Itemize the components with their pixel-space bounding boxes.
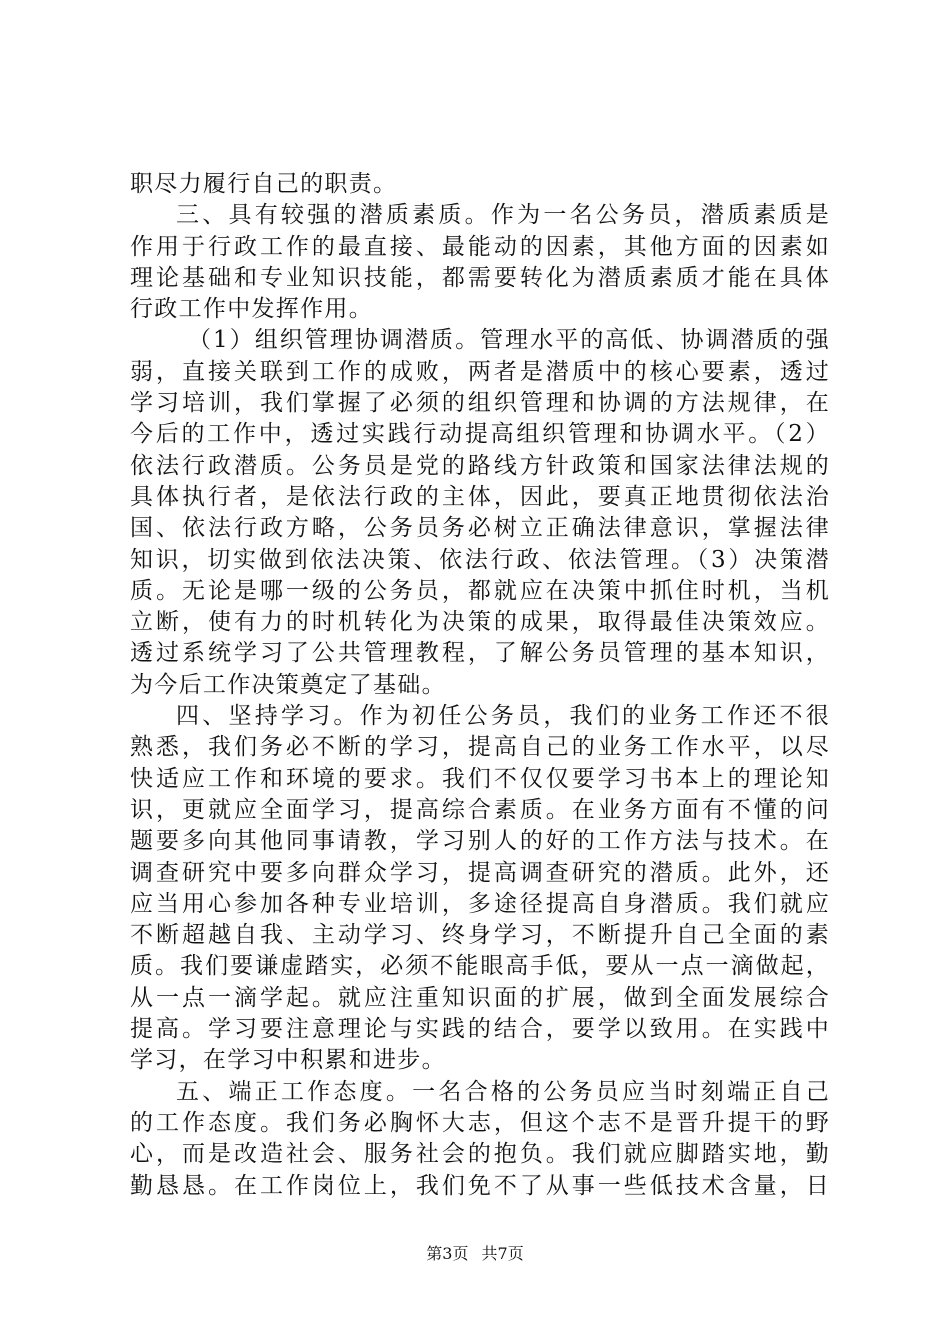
page-total: 共7页 (481, 1244, 524, 1263)
text-line: 职尽力履行自己的职责。 (130, 171, 398, 197)
text-line: 应当用心参加各种专业培训，多途径提高自身潜质。我们就应 (130, 890, 830, 917)
text-line: 为今后工作决策奠定了基础。 (130, 671, 446, 698)
text-line: 熟悉，我们务必不断的学习，提高自己的业务工作水平，以尽 (130, 734, 830, 761)
text-line: 质。无论是哪一级的公务员，都就应在决策中抓住时机，当机 (130, 577, 830, 604)
text-line: 国、依法行政方略，公务员务必树立正确法律意识，掌握法律 (130, 515, 830, 542)
text-line: 学习，在学习中积累和进步。 (130, 1047, 446, 1074)
text-line: 具体执行者，是依法行政的主体，因此，要真正地贯彻依法治 (130, 483, 830, 510)
text-line: 勤恳恳。在工作岗位上，我们免不了从事一些低技术含量，日 (130, 1172, 830, 1199)
text-line: 弱，直接关联到工作的成败，两者是潜质中的核心要素，透过 (130, 358, 830, 385)
text-line: 快适应工作和环境的要求。我们不仅仅要学习书本上的理论知 (130, 765, 830, 792)
text-line: 从一点一滴学起。就应注重知识面的扩展，做到全面发展综合 (130, 984, 830, 1011)
text-line: 今后的工作中，透过实践行动提高组织管理和协调水平。（2） (130, 421, 830, 448)
text-line: 行政工作中发挥作用。 (130, 296, 373, 323)
page-footer (0, 1244, 950, 1264)
text-line: 不断超越自我、主动学习、终身学习，不断提升自己全面的素 (130, 922, 830, 949)
body-text (130, 169, 830, 1202)
text-line: 五、端正工作态度。一名合格的公务员应当时刻端正自己 (176, 1078, 830, 1105)
text-line: 三、具有较强的潜质素质。作为一名公务员，潜质素质是 (176, 202, 830, 229)
text-line: 知识，切实做到依法决策、依法行政、依法管理。（3）决策潜 (130, 546, 830, 573)
text-line: 提高。学习要注意理论与实践的结合，要学以致用。在实践中 (130, 1016, 830, 1043)
text-line: 作用于行政工作的最直接、最能动的因素，其他方面的因素如 (130, 233, 830, 260)
text-line: 立断，使有力的时机转化为决策的成果，取得最佳决策效应。 (130, 609, 830, 636)
text-line: 心，而是改造社会、服务社会的抱负。我们就应脚踏实地，勤 (130, 1141, 830, 1168)
text-line: 透过系统学习了公共管理教程，了解公务员管理的基本知识， (130, 640, 830, 667)
text-line: 质。我们要谦虚踏实，必须不能眼高手低，要从一点一滴做起， (130, 953, 830, 980)
text-line: 识，更就应全面学习，提高综合素质。在业务方面有不懂的问 (130, 796, 830, 823)
text-line: 理论基础和专业知识技能，都需要转化为潜质素质才能在具体 (130, 264, 830, 291)
text-line: （1）组织管理协调潜质。管理水平的高低、协调潜质的强 (188, 327, 830, 354)
text-line: 的工作态度。我们务必胸怀大志，但这个志不是晋升提干的野 (130, 1109, 830, 1136)
text-line: 四、坚持学习。作为初任公务员，我们的业务工作还不很 (176, 703, 830, 730)
text-line: 题要多向其他同事请教，学习别人的好的工作方法与技术。在 (130, 828, 830, 855)
text-line: 调查研究中要多向群众学习，提高调查研究的潜质。此外，还 (130, 859, 830, 886)
page-number: 第3页 (426, 1244, 469, 1263)
text-line: 学习培训，我们掌握了必须的组织管理和协调的方法规律，在 (130, 390, 830, 417)
text-line: 依法行政潜质。公务员是党的路线方针政策和国家法律法规的 (130, 452, 830, 479)
